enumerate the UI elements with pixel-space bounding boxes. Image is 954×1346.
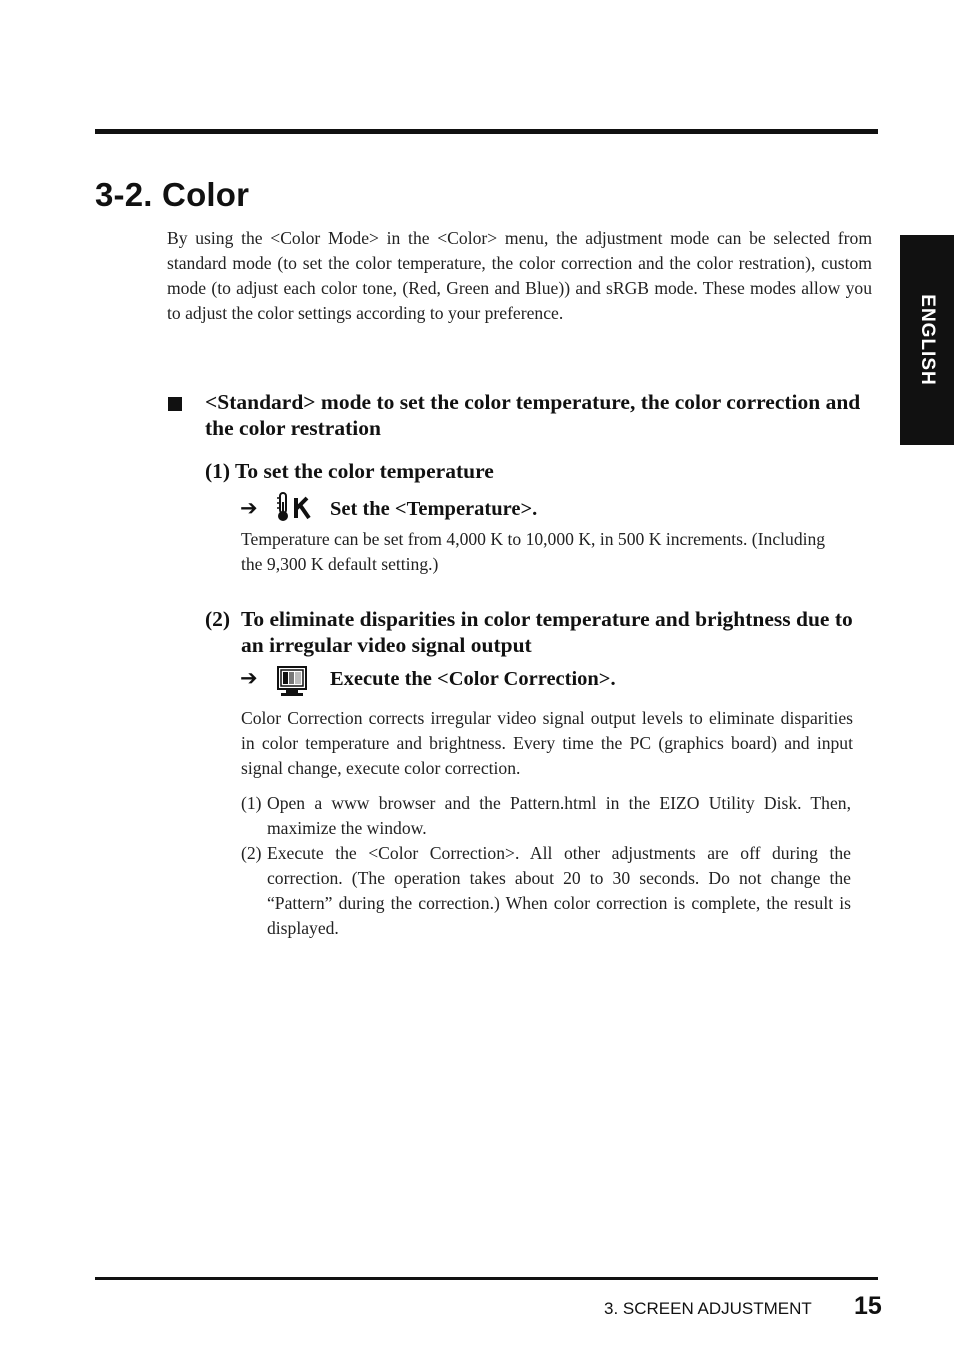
thermometer-k-icon — [276, 492, 316, 524]
footer-chapter-label: 3. SCREEN ADJUSTMENT — [604, 1299, 812, 1318]
arrow-right-icon: ➔ — [240, 666, 258, 690]
page-title: 3-2. Color — [95, 176, 250, 213]
subsection-2-heading — [205, 606, 873, 658]
bottom-rule — [95, 1277, 878, 1280]
temperature-description: Temperature can be set from 4,000 K to 10,000 K, in 500 K increments. (Including the 9,300 K default setting.) — [241, 529, 826, 574]
page-number: 15 — [854, 1292, 882, 1320]
set-temperature-action: Set the <Temperature>. — [330, 498, 538, 520]
subsection-1-heading: (1) To set the color temperature — [205, 459, 494, 483]
list-item — [241, 791, 851, 841]
execute-color-correction-action: Execute the <Color Correction>. — [330, 668, 616, 690]
list-item — [241, 841, 851, 941]
section-heading: <Standard> mode to set the color temperature, the color correction and the color restration — [205, 390, 861, 440]
step-number: (2) — [241, 843, 262, 863]
monitor-icon — [276, 666, 310, 698]
step-text: Execute the <Color Correction>. All other adjustments are off during the correction. (The operation takes about 20 to 30 seconds. Do not change the “Pattern” during the correction.) When color correction is complete, the result is displayed. — [267, 843, 851, 938]
top-rule — [95, 129, 878, 134]
color-correction-steps — [241, 791, 851, 941]
arrow-right-icon: ➔ — [240, 496, 258, 520]
color-correction-description: Color Correction corrects irregular video signal output levels to eliminate disparities in color temperature and brightness. Every time the PC (graphics board) and input signal change, execute color correction. — [241, 708, 853, 778]
step-text: Open a www browser and the Pattern.html in the EIZO Utility Disk. Then, maximize the window. — [267, 793, 851, 838]
language-tab — [900, 235, 954, 445]
square-bullet-icon — [168, 397, 182, 411]
intro-paragraph: By using the <Color Mode> in the <Color> menu, the adjustment mode can be selected from standard mode (to set the color temperature, the color correction and the color restration), custom mode (to adjust each color tone, (Red, Green and Blue)) and sRGB mode. These modes allow you to adjust the color settings according to your preference. — [167, 228, 872, 323]
subsection-2-number: (2) — [205, 607, 231, 631]
language-tab-label: ENGLISH — [917, 294, 938, 386]
subsection-2-title: To eliminate disparities in color temperature and brightness due to an irregular video signal output — [241, 607, 853, 657]
step-number: (1) — [241, 793, 262, 813]
